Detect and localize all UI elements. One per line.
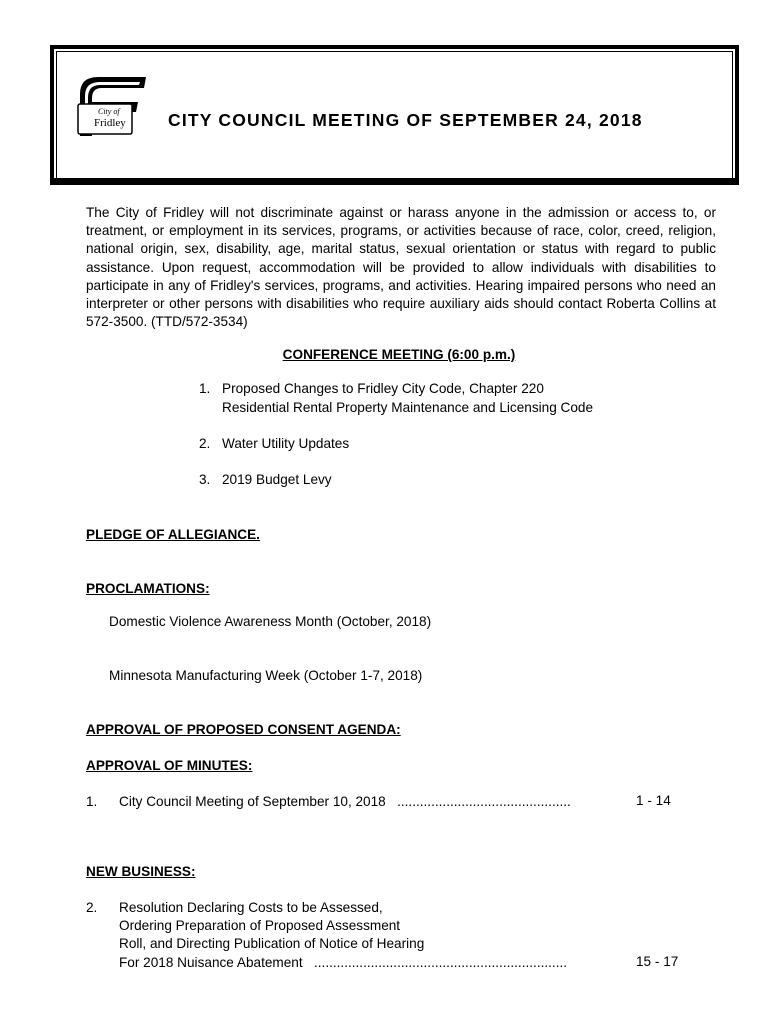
item-number: 3. <box>199 472 211 487</box>
item-number: 1. <box>199 381 211 396</box>
item-text: For 2018 Nuisance Abatement <box>119 954 303 970</box>
item-text: 2019 Budget Levy <box>222 472 332 487</box>
non-discrimination-notice: The City of Fridley will not discriminate against or harass anyone in the admission or access to, or treatment, or employment in its services, programs, or activities because of race, color, creed, religion, national origin, sex, disability, age, marital status, sexual orientation or status with regard to public assistance. Upon request, accommodation will be provided to allow individuals with disabilities to participate in any of Fridley's services, programs, and activities. Hearing impaired persons who need an interpreter or other persons with disabilities who require auxiliary aids should contact Roberta Collins at 572-3500. (TTD/572-3534) <box>86 205 716 330</box>
logo-city-of: City of <box>98 107 120 116</box>
item-number: 2. <box>199 436 211 451</box>
logo-name: Fridley <box>94 117 126 129</box>
item-text: Proposed Changes to Fridley City Code, Chapter 220 <box>222 381 544 396</box>
conference-item <box>199 380 593 417</box>
item-text: Roll, and Directing Publication of Notice of Hearing <box>119 936 425 952</box>
leader-dots: .............................................. <box>397 794 571 809</box>
page-range: 1 - 14 <box>636 793 671 808</box>
conference-item <box>199 471 332 490</box>
item-text: Water Utility Updates <box>222 436 350 451</box>
city-logo <box>76 74 148 138</box>
item-text: Resolution Declaring Costs to be Assessed, <box>119 900 383 915</box>
pledge-heading: PLEDGE OF ALLEGIANCE. <box>86 527 260 542</box>
conference-heading: CONFERENCE MEETING (6:00 p.m.) <box>282 347 516 362</box>
proclamations-heading: PROCLAMATIONS: <box>86 581 210 596</box>
item-number: 1. <box>86 794 98 809</box>
proclamation-item: Domestic Violence Awareness Month (October, 2018) <box>109 614 432 629</box>
minutes-item <box>86 793 686 811</box>
page-title: CITY COUNCIL MEETING OF SEPTEMBER 24, 2018 <box>168 110 643 130</box>
item-text: Ordering Preparation of Proposed Assessment <box>119 918 401 934</box>
leader-dots: ................................................................... <box>313 954 568 970</box>
conference-item <box>199 435 349 454</box>
minutes-heading: APPROVAL OF MINUTES: <box>86 758 253 773</box>
proclamation-item: Minnesota Manufacturing Week (October 1-7, 2018) <box>109 668 423 683</box>
new-business-heading: NEW BUSINESS: <box>86 864 196 879</box>
item-number: 2. <box>86 900 98 915</box>
page-range: 15 - 17 <box>636 954 679 969</box>
item-text: City Council Meeting of September 10, 2018 <box>119 794 386 809</box>
new-business-item <box>86 899 686 972</box>
header-shadow <box>50 178 739 185</box>
item-text: Residential Rental Property Maintenance and Licensing Code <box>222 399 594 415</box>
consent-agenda-heading: APPROVAL OF PROPOSED CONSENT AGENDA: <box>86 722 401 737</box>
